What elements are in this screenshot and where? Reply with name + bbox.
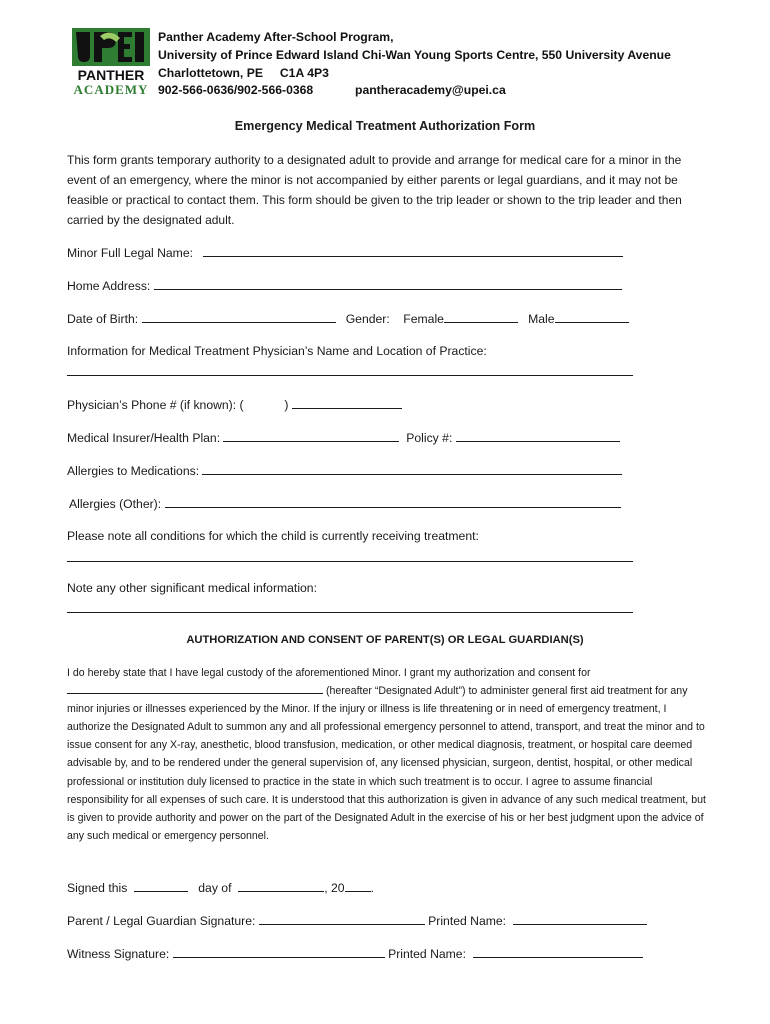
allergies-meds-field[interactable] xyxy=(202,462,622,475)
intro-paragraph: This form grants temporary authority to a designated adult to provide and arrange for medical care for a minor in the event of an emergency, where the minor is not accompanied by either parents or legal guardians, and it may not be feasible or practical to contact them. This form should be given to the trip leader or shown to the trip leader and then carried by the designated adult. xyxy=(67,153,682,227)
allergies-other-field[interactable] xyxy=(165,495,621,508)
logo-panther-text: PANTHER xyxy=(77,67,145,83)
home-address-row xyxy=(67,277,622,294)
male-field[interactable] xyxy=(555,310,629,323)
home-address-label: Home Address: xyxy=(67,279,151,293)
dob-label: Date of Birth: xyxy=(67,312,139,326)
signed-date-row xyxy=(67,879,374,896)
allergies-meds-label: Allergies to Medications: xyxy=(67,464,200,478)
female-label: Female xyxy=(403,312,444,326)
witness-printed-name-label: Printed Name: xyxy=(388,947,466,961)
signed-day-field[interactable] xyxy=(134,879,188,892)
conditions-label: Please note all conditions for which the child is currently receiving treatment: xyxy=(67,529,479,543)
witness-printed-name-field[interactable] xyxy=(473,945,643,958)
form-title: Emergency Medical Treatment Authorization Form xyxy=(234,119,536,133)
gender-label: Gender: xyxy=(345,312,390,326)
minor-name-field[interactable] xyxy=(203,244,623,257)
conditions-field[interactable] xyxy=(67,561,633,562)
other-info-label: Note any other significant medical information: xyxy=(67,581,317,595)
physician-phone-row xyxy=(67,396,402,413)
designated-adult-field[interactable] xyxy=(67,683,323,694)
parent-printed-name-label: Printed Name: xyxy=(428,914,507,928)
other-info-field[interactable] xyxy=(67,612,633,613)
male-label: Male xyxy=(528,312,555,326)
witness-signature-row xyxy=(67,945,643,962)
day-of-label: day of xyxy=(198,881,232,895)
upei-panther-academy-logo xyxy=(70,26,152,96)
authorization-text-start: I do hereby state that I have legal custody of the aforementioned Minor. I grant my authorization and consent for xyxy=(67,667,591,679)
witness-signature-field[interactable] xyxy=(173,945,385,958)
parent-signature-label: Parent / Legal Guardian Signature: xyxy=(67,914,256,928)
parent-signature-field[interactable] xyxy=(259,912,425,925)
physician-phone-label: Physician’s Phone # (if known): ( xyxy=(67,398,244,412)
signed-month-field[interactable] xyxy=(238,879,324,892)
panther-logo-icon xyxy=(70,26,152,96)
year-prefix: , 20 xyxy=(324,881,345,895)
phone-paren-close: ) xyxy=(284,398,289,412)
parent-printed-name-field[interactable] xyxy=(513,912,647,925)
period: . xyxy=(370,881,374,895)
header-email[interactable]: pantheracademy@upei.ca xyxy=(355,83,506,97)
header-phones: 902-566-0636/902-566-0368 xyxy=(158,83,314,97)
allergies-other-row xyxy=(69,495,621,512)
authorization-paragraph xyxy=(67,664,707,845)
physician-info-field[interactable] xyxy=(67,375,633,376)
insurer-label: Medical Insurer/Health Plan: xyxy=(67,431,221,445)
allergies-meds-row xyxy=(67,462,622,479)
header-city: Charlottetown, PE C1A 4P3 xyxy=(158,66,329,80)
minor-name-label: Minor Full Legal Name: xyxy=(67,246,193,260)
policy-label: Policy #: xyxy=(406,431,453,445)
logo-academy-text: ACADEMY xyxy=(73,82,149,96)
allergies-other-label: Allergies (Other): xyxy=(69,497,162,511)
header-address: University of Prince Edward Island Chi-Wan Young Sports Centre, 550 University Avenue xyxy=(158,48,671,62)
dob-gender-row xyxy=(67,310,629,327)
insurer-field[interactable] xyxy=(223,429,399,442)
minor-name-row xyxy=(67,244,623,261)
signed-year-field[interactable] xyxy=(345,879,371,892)
dob-field[interactable] xyxy=(142,310,336,323)
home-address-field[interactable] xyxy=(154,277,622,290)
parent-signature-row xyxy=(67,912,647,929)
authorization-heading: AUTHORIZATION AND CONSENT OF PARENT(S) OR LEGAL GUARDIAN(S) xyxy=(186,634,584,646)
witness-signature-label: Witness Signature: xyxy=(67,947,170,961)
physician-info-label: Information for Medical Treatment Physician’s Name and Location of Practice: xyxy=(67,344,487,358)
header-program-name: Panther Academy After-School Program, xyxy=(158,30,394,44)
signed-this-label: Signed this xyxy=(67,881,128,895)
female-field[interactable] xyxy=(444,310,518,323)
authorization-text-rest: (hereafter “Designated Adult”) to administer general first aid treatment for any minor injuries or illnesses experienced by the Minor. If the injury or illness is life threatening or in need of emergency treatment, I authorize the Designated Adult to summon any and all professional emergency personnel to attend, transport, and treat the minor and to issue consent for any X-ray, anesthetic, blood transfusion, medication, or other medical diagnosis, treatment, or hospital care deemed advisable by, and to be rendered under the general supervision of, any licensed physician, surgeon, dentist, hospital, or other medical professional or institution duly licensed to practice in the state in which such treatment is to occur. I agree to assume financial responsibility for all expenses of such care. It is understood that this authorization is given in advance of any such medical treatment, but is given to provide authority and power on the part of the Designated Adult in the exercise of his or her best judgment upon the advice of any such medical or emergency personnel. xyxy=(67,685,706,842)
physician-phone-field[interactable] xyxy=(292,396,402,409)
insurer-row xyxy=(67,429,620,446)
policy-field[interactable] xyxy=(456,429,620,442)
